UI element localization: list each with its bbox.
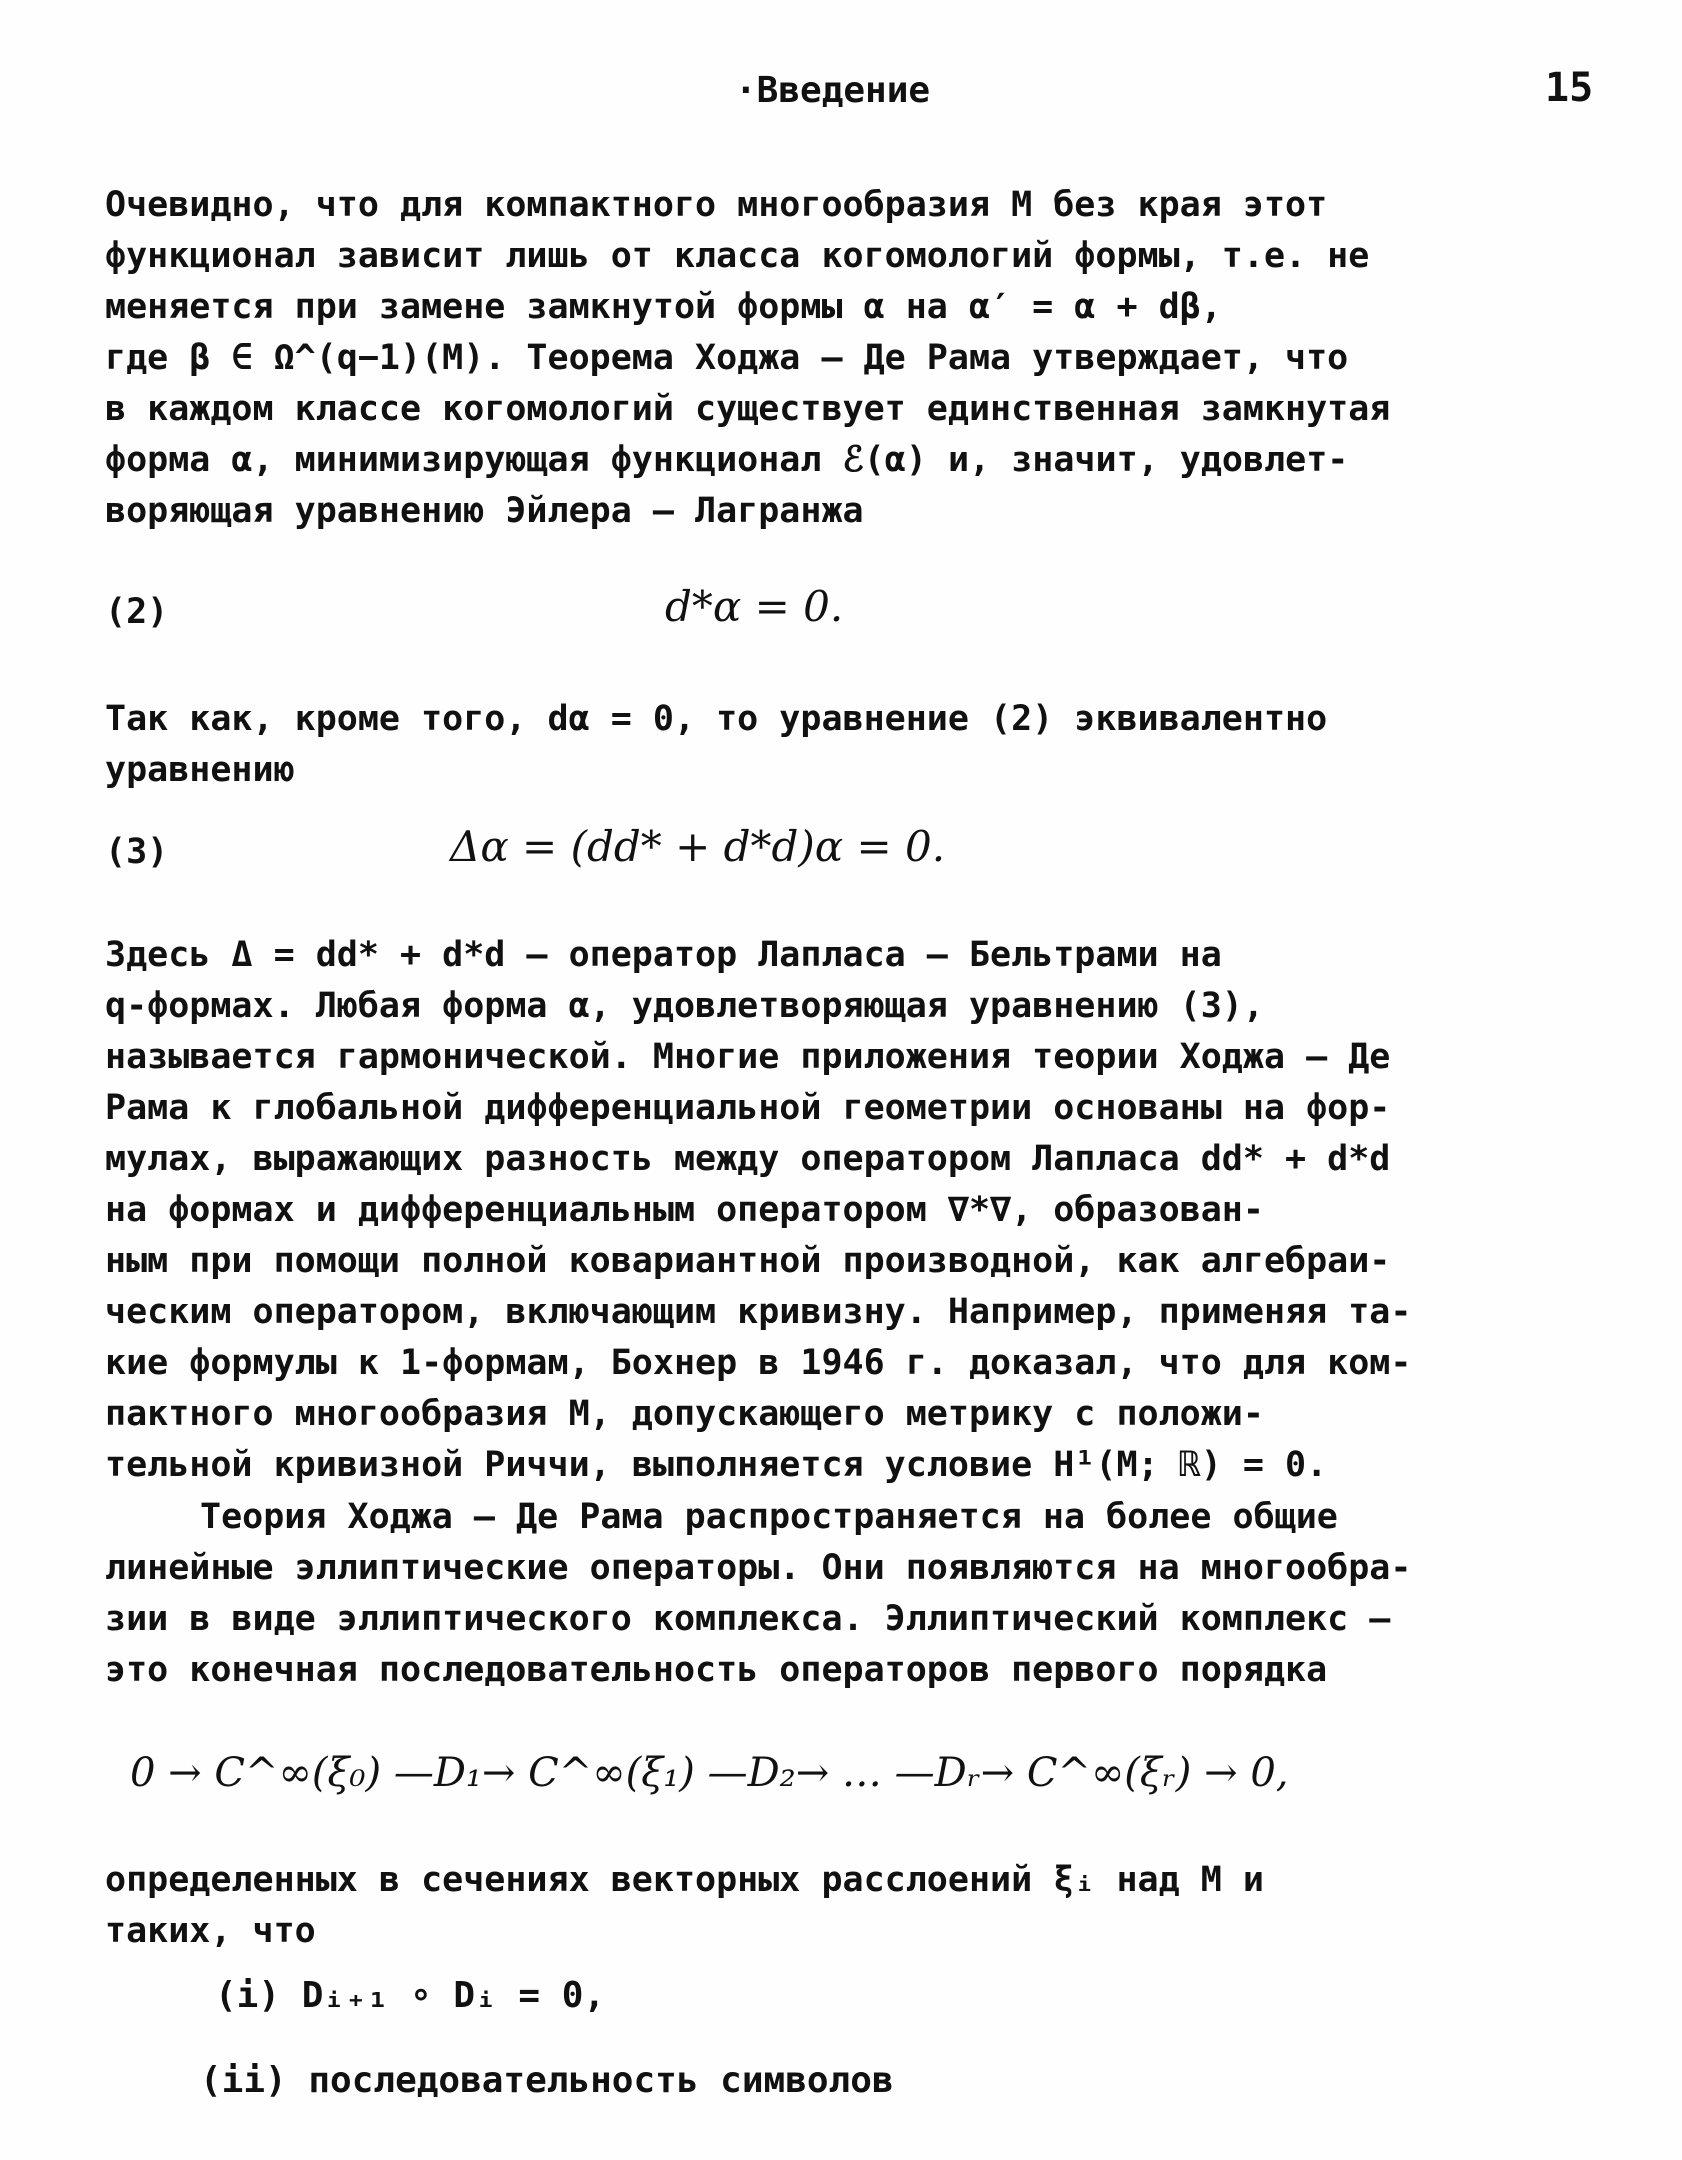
running-header-title: ·Введение (735, 70, 931, 111)
text-line: пактного многообразия M, допускающего метрику с положи- (105, 1394, 1264, 1434)
elliptic-complex-sequence: 0 → C^∞(ξ₀) —D₁→ C^∞(ξ₁) —D₂→ … —Dᵣ→ C^∞(ξᵣ) → 0, (130, 1750, 1289, 1796)
paragraph-2 (105, 694, 1570, 796)
text-line: где β ∈ Ω^(q−1)(M). Теорема Ходжа – Де Рама утверждает, что (105, 338, 1349, 378)
text-line: тельной кривизной Риччи, выполняется условие H¹(M; ℝ) = 0. (105, 1445, 1328, 1485)
equation-2-formula: d*α = 0. (665, 582, 844, 631)
page-number: 15 (1545, 65, 1594, 111)
text-line: q-формах. Любая форма α, удовлетворяющая уравнению (3), (105, 986, 1264, 1026)
text-line: меняется при замене замкнутой формы α на α′ = α + dβ, (105, 287, 1222, 327)
text-line: зии в виде эллиптического комплекса. Эллиптический комплекс – (105, 1599, 1391, 1639)
text-line: определенных в сечениях векторных расслоений ξᵢ над M и (105, 1860, 1264, 1900)
equation-2-number: (2) (105, 592, 169, 632)
text-line: ческим оператором, включающим кривизну. Например, применяя та- (105, 1292, 1412, 1332)
text-line: Здесь Δ = dd* + d*d – оператор Лапласа – Бельтрами на (105, 935, 1222, 975)
paragraph-3 (105, 930, 1570, 1491)
condition-ii: (ii) последовательность символов (200, 2060, 894, 2101)
text-line: в каждом классе когомологий существует единственная замкнутая (105, 389, 1391, 429)
paragraph-4 (105, 1492, 1570, 1696)
text-line: это конечная последовательность операторов первого порядка (105, 1650, 1328, 1690)
text-line: уравнению (105, 750, 295, 790)
text-line: на формах и дифференциальным оператором ∇*∇, образован- (105, 1190, 1264, 1230)
text-line: линейные эллиптические операторы. Они появляются на многообра- (105, 1548, 1412, 1588)
text-line: кие формулы к 1-формам, Бохнер в 1946 г. доказал, что для ком- (105, 1343, 1412, 1383)
text-line: таких, что (105, 1911, 316, 1951)
text-line: называется гармонической. Многие приложения теории Ходжа – Де (105, 1037, 1391, 1077)
condition-i: (i) Dᵢ₊₁ ∘ Dᵢ = 0, (215, 1975, 606, 2016)
text-line: ным при помощи полной ковариантной производной, как алгебраи- (105, 1241, 1391, 1281)
text-line: мулах, выражающих разность между оператором Лапласа dd* + d*d (105, 1139, 1391, 1179)
equation-3-formula: Δα = (dd* + d*d)α = 0. (450, 822, 946, 871)
paragraph-1 (105, 180, 1570, 537)
text-line: Рама к глобальной дифференциальной геометрии основаны на фор- (105, 1088, 1391, 1128)
equation-3-number: (3) (105, 832, 169, 872)
text-line: Очевидно, что для компактного многообразия M без края этот (105, 185, 1328, 225)
text-line: форма α, минимизирующая функционал ℰ(α) и, значит, удовлет- (105, 440, 1349, 480)
text-line: функционал зависит лишь от класса когомологий формы, т.е. не (105, 236, 1370, 276)
text-line: Теория Ходжа – Де Рама распространяется на более общие (200, 1497, 1338, 1537)
text-line: воряющая уравнению Эйлера – Лагранжа (105, 491, 864, 531)
text-line: Так как, кроме того, dα = 0, то уравнение (2) эквивалентно (105, 699, 1328, 739)
paragraph-5 (105, 1855, 1570, 1957)
